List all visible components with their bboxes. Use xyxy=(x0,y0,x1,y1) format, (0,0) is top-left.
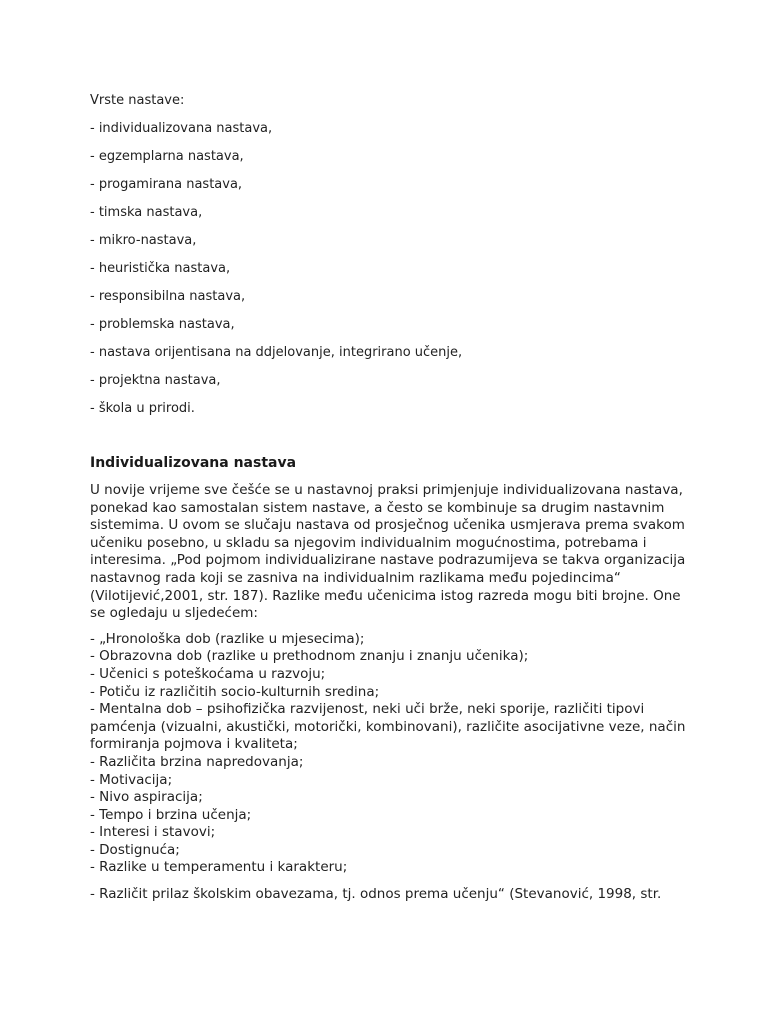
list-item: - Tempo i brzina učenja; xyxy=(90,806,252,823)
list-item: - Razlike u temperamentu i karakteru; xyxy=(90,859,348,876)
document-page xyxy=(90,92,690,904)
list-item: - egzemplarna nastava, xyxy=(90,149,244,164)
list-item: - Interesi i stavovi; xyxy=(90,824,216,841)
list-item: - problemska nastava, xyxy=(90,317,235,332)
list-item: - „Hronološka dob (razlike u mjesecima); xyxy=(90,630,365,647)
list-item: - Učenici s poteškoćama u razvoju; xyxy=(90,665,326,682)
intro-title: Vrste nastave: xyxy=(90,93,185,108)
list-item: - Dostignuća; xyxy=(90,841,180,858)
teaching-types-list xyxy=(90,120,690,418)
list-item: - Potiču iz različitih socio-kulturnih sredina; xyxy=(90,683,380,700)
list-item: - Različita brzina napredovanja; xyxy=(90,753,304,770)
differences-list xyxy=(90,631,690,877)
trailing-line: - Različit prilaz školskim obavezama, tj. odnos prema učenju“ (Stevanović, 1998, str. xyxy=(90,886,662,903)
list-item: - heuristička nastava, xyxy=(90,261,231,276)
list-item: - progamirana nastava, xyxy=(90,177,243,192)
list-item: - Motivacija; xyxy=(90,771,173,788)
list-item: - mikro-nastava, xyxy=(90,233,197,248)
list-item: - Obrazovna dob (razlike u prethodnom znanju i znanju učenika); xyxy=(90,648,529,665)
list-item: - projektna nastava, xyxy=(90,373,221,388)
list-item: - Nivo aspiracija; xyxy=(90,789,203,806)
list-item: - responsibilna nastava, xyxy=(90,289,246,304)
list-item: - timska nastava, xyxy=(90,205,203,220)
list-item: - nastava orijentisana na ddjelovanje, integrirano učenje, xyxy=(90,345,463,360)
list-item: - Mentalna dob – psihofizička razvijenost, neki uči brže, neki sporije, različiti tipovi pamćenja (vizualni, akustički, motorički, kombinovani), različite asocijativne veze, način formiranja pojmova i kvaliteta; xyxy=(90,701,686,753)
section-paragraph: U novije vrijeme sve češće se u nastavnoj praksi primjenjuje individualizovana nastava, ponekad kao samostalan sistem nastave, a često se kombinuje sa drugim nastavnim sistemima. U ovom se slučaju nastava od prosječnog učenika usmjerava prema svakom učeniku posebno, u skladu sa njegovim individualnim mogućnostima, potrebama i interesima. „Pod pojmom individualizirane nastave podrazumijeva se takva organizacija nastavnog rada koji se zasniva na individualnim razlikama među pojedincima“ (Vilotijević,2001, str. 187). Razlike među učenicima istog razreda mogu biti brojne. One se ogledaju u sljedećem: xyxy=(90,482,686,622)
list-item: - individualizovana nastava, xyxy=(90,121,273,136)
list-item: - škola u prirodi. xyxy=(90,401,195,416)
section-heading: Individualizovana nastava xyxy=(90,455,297,471)
